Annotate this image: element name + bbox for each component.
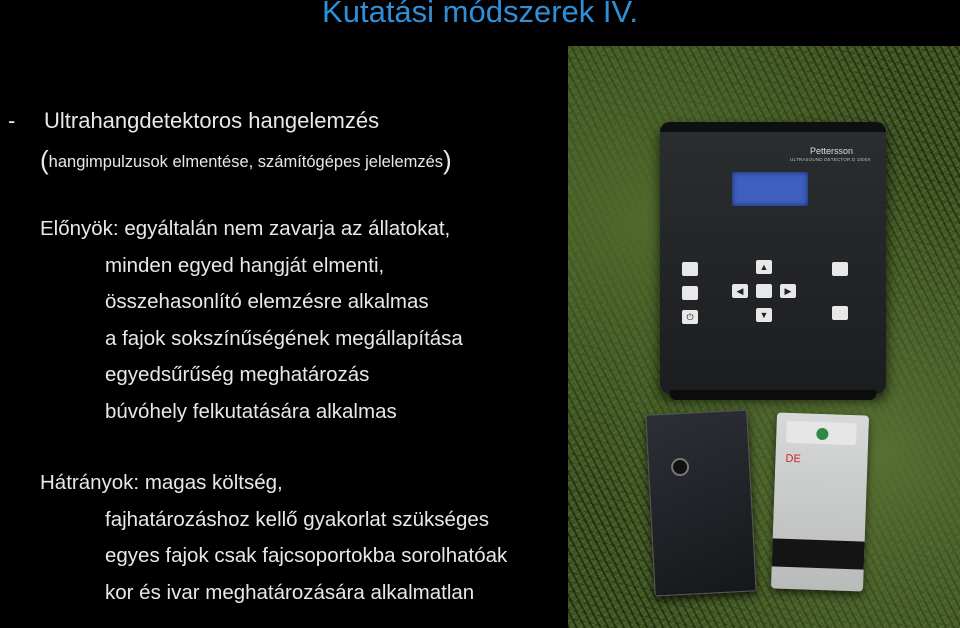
arrow-right-icon: ▶	[780, 284, 796, 298]
disadvantages-label: Hátrányok: magas költség,	[40, 471, 283, 494]
detector-top-edge	[660, 122, 886, 132]
ultrasound-detector-device	[660, 122, 886, 394]
arrow-up-icon: ▲	[756, 260, 772, 274]
advantage-item: összehasonlító elemzésre alkalmas	[105, 290, 429, 314]
detector-photo	[568, 46, 960, 628]
disadvantages-block	[40, 465, 507, 611]
battery-box	[771, 412, 869, 591]
device-button	[682, 286, 698, 300]
power-button-icon: ⏻	[682, 310, 698, 324]
detector-brand: Pettersson	[810, 146, 854, 156]
disadvantage-item: kor és ivar meghatározására alkalmatlan	[105, 580, 475, 604]
method-bullet	[8, 108, 379, 134]
arrow-left-icon: ◀	[732, 284, 748, 298]
advantage-item: búvóhely felkutatására alkalmas	[105, 399, 397, 423]
black-strap	[772, 538, 865, 569]
method-description	[40, 145, 452, 176]
paren-open: (	[40, 145, 49, 175]
slide-title: Kutatási módszerek IV.	[322, 0, 638, 29]
detector-bottom-edge	[670, 390, 876, 400]
device-button	[832, 262, 848, 276]
box-handwritten-label: DE	[785, 452, 801, 466]
advantage-item: minden egyed hangját elmenti,	[105, 253, 385, 277]
paren-close: )	[443, 145, 452, 175]
method-name: Ultrahangdetektoros hangelemzés	[44, 108, 380, 133]
advantage-item: egyedsűrűség meghatározás	[105, 363, 370, 387]
device-button	[682, 262, 698, 276]
advantage-item: a fajok sokszínűségének megállapítása	[105, 326, 463, 350]
advantages-block	[40, 211, 463, 431]
detector-lcd-screen	[732, 172, 808, 206]
disadvantage-item: fajhatározáshoz kellő gyakorlat szükséges	[105, 507, 490, 531]
recorder-device	[645, 409, 756, 596]
recorder-jack-icon	[671, 458, 690, 477]
device-button	[832, 306, 848, 320]
advantages-label: Előnyök: egyáltalán nem zavarja az állatokat,	[40, 217, 451, 240]
method-description-text: hangimpulzusok elmentése, számítógépes jelelemzés	[48, 153, 444, 171]
device-button	[756, 284, 772, 298]
arrow-down-icon: ▼	[756, 308, 772, 322]
detector-model: ULTRASOUND DETECTOR D 1000X	[790, 157, 871, 162]
disadvantage-item: egyes fajok csak fajcsoportokba sorolhatóak	[105, 544, 508, 568]
bullet-dash: -	[8, 108, 16, 133]
